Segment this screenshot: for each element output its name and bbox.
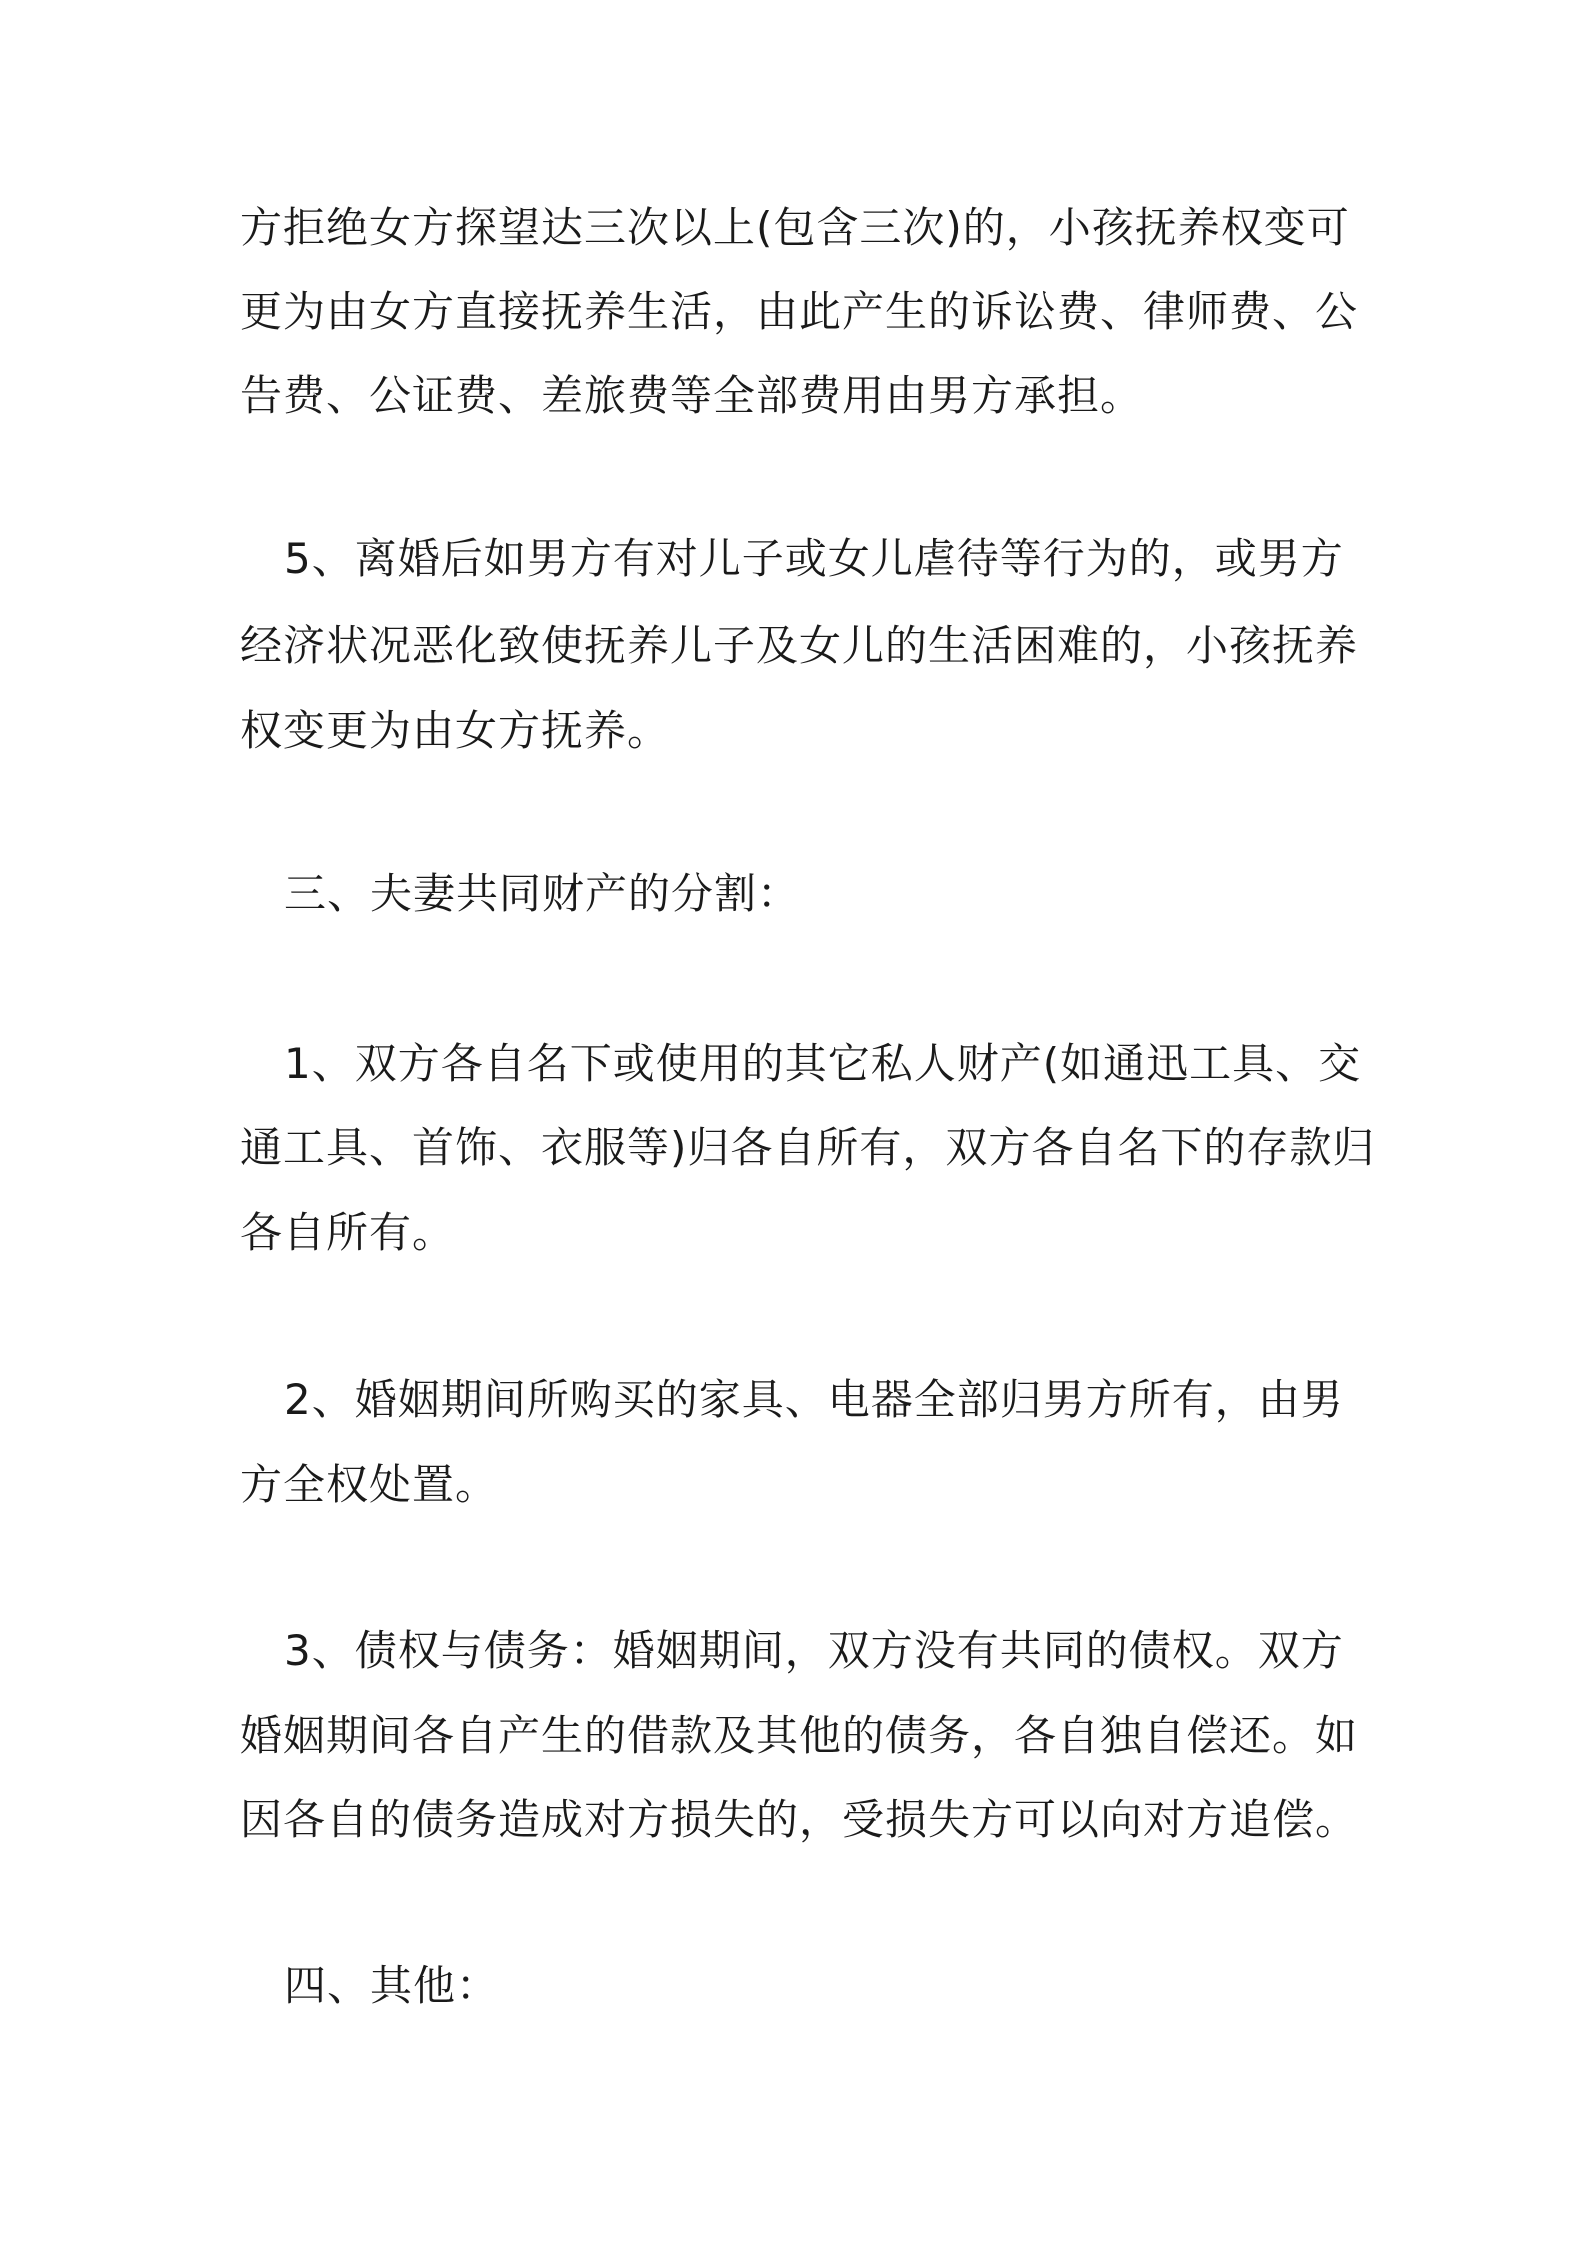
text-line: 权变更为由女方抚养。 [240,706,671,755]
text-line: 告费、公证费、差旅费等全部费用由男方承担。 [240,371,1144,420]
text-line: 婚姻期间各自产生的借款及其他的债务，各自独自偿还。如 [240,1711,1359,1760]
text-line: 因各自的债务造成对方损失的，受损失方可以向对方追偿。 [240,1795,1359,1844]
section-heading: 三、夫妻共同财产的分割： [284,869,801,918]
text-line: 3、债权与债务：婚姻期间，双方没有共同的债权。双方 [284,1626,1344,1675]
text-line: 通工具、首饰、衣服等)归各自所有，双方各自名下的存款归 [240,1123,1376,1172]
text-line: 更为由女方直接抚养生活，由此产生的诉讼费、律师费、公 [240,287,1359,336]
text-line: 方拒绝女方探望达三次以上(包含三次)的，小孩抚养权变可 [240,203,1350,252]
text-line: 各自所有。 [240,1208,456,1257]
text-line: 方全权处置。 [240,1460,499,1509]
text-line: 2、婚姻期间所购买的家具、电器全部归男方所有，由男 [284,1375,1344,1424]
section-heading: 四、其他： [284,1961,500,2010]
text-line: 经济状况恶化致使抚养儿子及女儿的生活困难的，小孩抚养 [240,621,1359,670]
text-line: 1、双方各自名下或使用的其它私人财产(如通迅工具、交 [284,1039,1362,1088]
text-line: 5、离婚后如男方有对儿子或女儿虐待等行为的，或男方 [284,534,1344,583]
